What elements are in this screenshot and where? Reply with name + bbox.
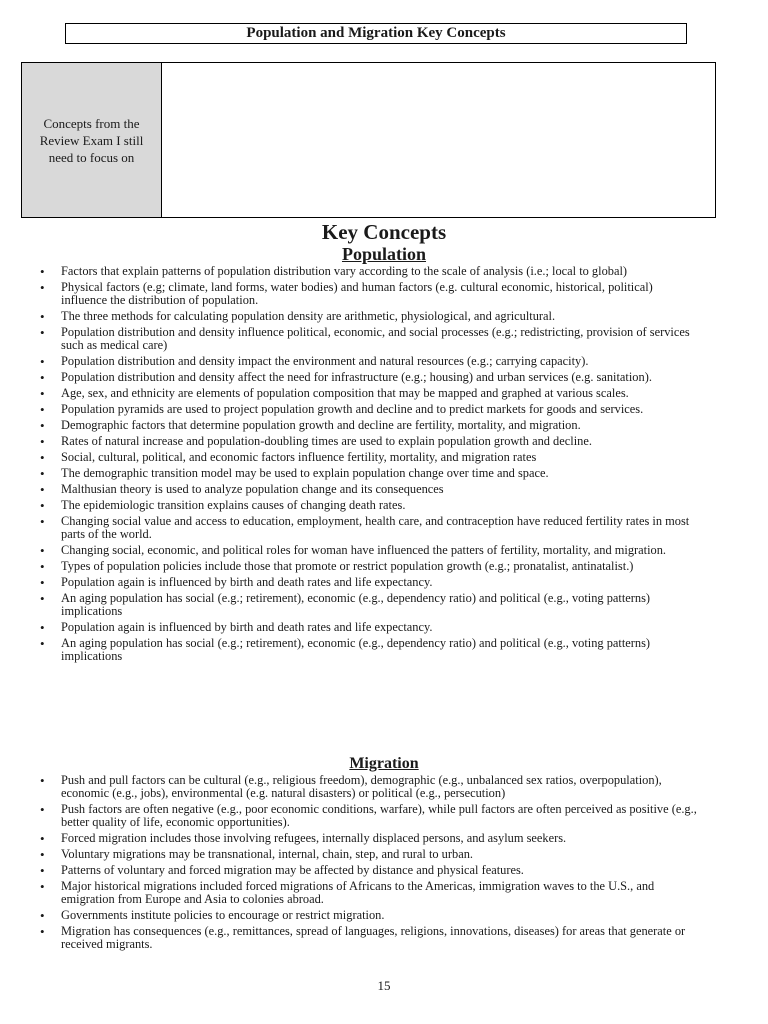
- list-item: • Migration has consequences (e.g., remittances, spread of languages, religions, innovations, diseases) for areas that generate or received migrants.: [40, 925, 700, 951]
- list-item: • Rates of natural increase and population-doubling times are used to explain population growth and decline.: [40, 435, 700, 448]
- migration-heading: Migration: [349, 755, 419, 772]
- list-item: • Social, cultural, political, and economic factors influence fertility, mortality, and migration rates: [40, 451, 700, 464]
- list-item: • Malthusian theory is used to analyze population change and its consequences: [40, 483, 700, 496]
- list-item: • The three methods for calculating population density are arithmetic, physiological, and agricultural.: [40, 310, 700, 323]
- list-item: • Physical factors (e.g; climate, land forms, water bodies) and human factors (e.g. cultural economic, historical, political) influence the distribution of population.: [40, 281, 700, 307]
- list-item: • Changing social, economic, and political roles for woman have influenced the patters of fertility, mortality, and migration.: [40, 544, 700, 557]
- list-item: • Age, sex, and ethnicity are elements of population composition that may be mapped and graphed at various scales.: [40, 387, 700, 400]
- list-item: • Population again is influenced by birth and death rates and life expectancy.: [40, 576, 700, 589]
- list-item: • Push and pull factors can be cultural (e.g., religious freedom), demographic (e.g., unbalanced sex ratios, overpopulation), economic (e.g., jobs), environmental (e.g. natural disasters) or political (e.g., persecution): [40, 774, 700, 800]
- review-label: Concepts from the Review Exam I still need to focus on: [22, 63, 162, 217]
- list-item: • The demographic transition model may be used to explain population change over time and space.: [40, 467, 700, 480]
- list-item: • Population again is influenced by birth and death rates and life expectancy.: [40, 621, 700, 634]
- list-item: • An aging population has social (e.g.; retirement), economic (e.g., dependency ratio) and political (e.g., voting patterns) implications: [40, 592, 700, 618]
- document-title: Population and Migration Key Concepts: [65, 23, 687, 44]
- page-number: 15: [377, 978, 391, 993]
- list-item: • Population distribution and density affect the need for infrastructure (e.g.; housing) and urban services (e.g. sanitation).: [40, 371, 700, 384]
- list-item: • Patterns of voluntary and forced migration may be affected by distance and physical features.: [40, 864, 700, 877]
- list-item: • Population distribution and density impact the environment and natural resources (e.g.; carrying capacity).: [40, 355, 700, 368]
- list-item: • Push factors are often negative (e.g., poor economic conditions, warfare), while pull factors are often perceived as positive (e.g., better quality of life, economic opportunities).: [40, 803, 700, 829]
- migration-list: [40, 774, 700, 954]
- list-item: • An aging population has social (e.g.; retirement), economic (e.g., dependency ratio) and political (e.g., voting patterns) implications: [40, 637, 700, 663]
- population-heading: Population: [341, 244, 427, 264]
- list-item: • Forced migration includes those involving refugees, internally displaced persons, and asylum seekers.: [40, 832, 700, 845]
- list-item: • Demographic factors that determine population growth and decline are fertility, mortality, and migration.: [40, 419, 700, 432]
- review-notes-area[interactable]: [162, 63, 715, 217]
- list-item: • Population pyramids are used to project population growth and decline and to predict markets for goods and services.: [40, 403, 700, 416]
- key-concepts-heading: Key Concepts: [321, 220, 447, 244]
- list-item: • Factors that explain patterns of population distribution vary according to the scale of analysis (i.e.; local to global): [40, 265, 700, 278]
- list-item: • Changing social value and access to education, employment, health care, and contraception have reduced fertility rates in most parts of the world.: [40, 515, 700, 541]
- list-item: • Major historical migrations included forced migrations of Africans to the Americas, immigration waves to the U.S., and emigration from Europe and Asia to colonies abroad.: [40, 880, 700, 906]
- review-table: [21, 62, 716, 218]
- list-item: • Types of population policies include those that promote or restrict population growth (e.g.; pronatalist, antinatalist.): [40, 560, 700, 573]
- list-item: • The epidemiologic transition explains causes of changing death rates.: [40, 499, 700, 512]
- list-item: • Governments institute policies to encourage or restrict migration.: [40, 909, 700, 922]
- list-item: • Voluntary migrations may be transnational, internal, chain, step, and rural to urban.: [40, 848, 700, 861]
- population-list: [40, 265, 700, 666]
- list-item: • Population distribution and density influence political, economic, and social processes (e.g.; redistricting, provision of services such as medical care): [40, 326, 700, 352]
